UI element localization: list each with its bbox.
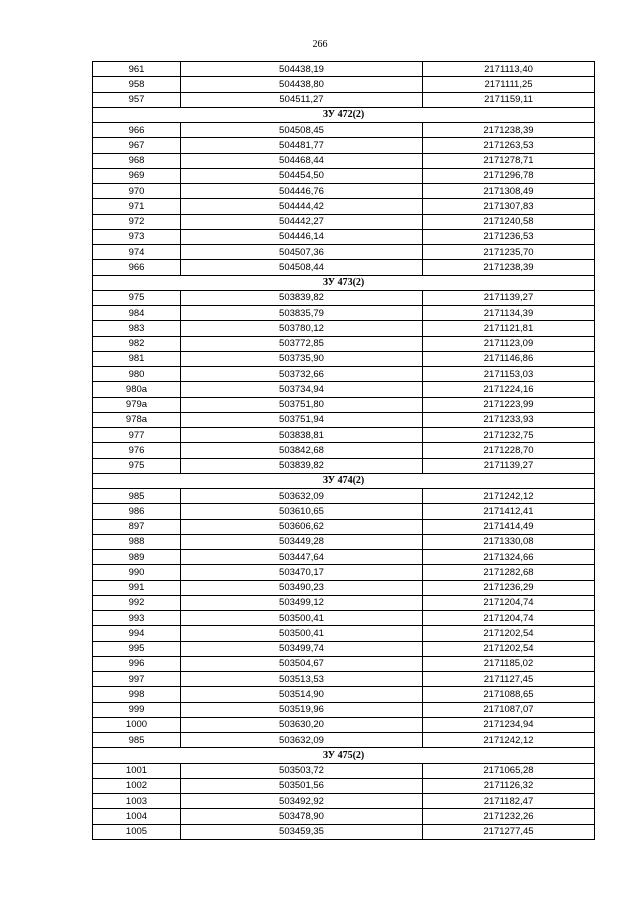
section-title: ЗУ 472(2) bbox=[93, 107, 595, 122]
table-row bbox=[93, 672, 595, 687]
x-coordinate-cell: 504511,27 bbox=[181, 92, 423, 107]
x-coordinate-cell: 503630,20 bbox=[181, 717, 423, 732]
table-row bbox=[93, 794, 595, 809]
table-row bbox=[93, 626, 595, 641]
y-coordinate-cell: 2171412,41 bbox=[423, 504, 595, 519]
table-row bbox=[93, 336, 595, 351]
point-number-cell: 969 bbox=[93, 168, 181, 183]
table-row bbox=[93, 550, 595, 565]
y-coordinate-cell: 2171236,53 bbox=[423, 229, 595, 244]
table-row bbox=[93, 702, 595, 717]
x-coordinate-cell: 503839,82 bbox=[181, 290, 423, 305]
point-number-cell: 1001 bbox=[93, 763, 181, 778]
table-row bbox=[93, 397, 595, 412]
point-number-cell: 1003 bbox=[93, 794, 181, 809]
x-coordinate-cell: 504508,45 bbox=[181, 123, 423, 138]
y-coordinate-cell: 2171224,16 bbox=[423, 382, 595, 397]
x-coordinate-cell: 503459,35 bbox=[181, 824, 423, 839]
y-coordinate-cell: 2171126,32 bbox=[423, 778, 595, 793]
y-coordinate-cell: 2171324,66 bbox=[423, 550, 595, 565]
x-coordinate-cell: 503734,94 bbox=[181, 382, 423, 397]
table-row bbox=[93, 504, 595, 519]
x-coordinate-cell: 503499,74 bbox=[181, 641, 423, 656]
y-coordinate-cell: 2171111,25 bbox=[423, 77, 595, 92]
y-coordinate-cell: 2171065,28 bbox=[423, 763, 595, 778]
section-title: ЗУ 475(2) bbox=[93, 748, 595, 763]
y-coordinate-cell: 2171127,45 bbox=[423, 672, 595, 687]
point-number-cell: 966 bbox=[93, 123, 181, 138]
table-row bbox=[93, 245, 595, 260]
point-number-cell: 991 bbox=[93, 580, 181, 595]
y-coordinate-cell: 2171233,93 bbox=[423, 412, 595, 427]
section-header-row bbox=[93, 107, 595, 122]
point-number-cell: 968 bbox=[93, 153, 181, 168]
table-row bbox=[93, 687, 595, 702]
y-coordinate-cell: 2171088,65 bbox=[423, 687, 595, 702]
y-coordinate-cell: 2171204,74 bbox=[423, 611, 595, 626]
table-row bbox=[93, 519, 595, 534]
point-number-cell: 980а bbox=[93, 382, 181, 397]
x-coordinate-cell: 503500,41 bbox=[181, 626, 423, 641]
x-coordinate-cell: 503449,28 bbox=[181, 534, 423, 549]
x-coordinate-cell: 503735,90 bbox=[181, 351, 423, 366]
x-coordinate-cell: 503632,09 bbox=[181, 489, 423, 504]
point-number-cell: 976 bbox=[93, 443, 181, 458]
y-coordinate-cell: 2171204,74 bbox=[423, 595, 595, 610]
y-coordinate-cell: 2171238,39 bbox=[423, 260, 595, 275]
point-number-cell: 983 bbox=[93, 321, 181, 336]
x-coordinate-cell: 503447,64 bbox=[181, 550, 423, 565]
point-number-cell: 992 bbox=[93, 595, 181, 610]
point-number-cell: 1002 bbox=[93, 778, 181, 793]
y-coordinate-cell: 2171202,54 bbox=[423, 626, 595, 641]
point-number-cell: 973 bbox=[93, 229, 181, 244]
point-number-cell: 997 bbox=[93, 672, 181, 687]
y-coordinate-cell: 2171263,53 bbox=[423, 138, 595, 153]
y-coordinate-cell: 2171238,39 bbox=[423, 123, 595, 138]
y-coordinate-cell: 2171296,78 bbox=[423, 168, 595, 183]
y-coordinate-cell: 2171139,27 bbox=[423, 458, 595, 473]
y-coordinate-cell: 2171113,40 bbox=[423, 62, 595, 77]
y-coordinate-cell: 2171232,26 bbox=[423, 809, 595, 824]
y-coordinate-cell: 2171242,12 bbox=[423, 489, 595, 504]
x-coordinate-cell: 503478,90 bbox=[181, 809, 423, 824]
y-coordinate-cell: 2171277,45 bbox=[423, 824, 595, 839]
table-row bbox=[93, 367, 595, 382]
point-number-cell: 995 bbox=[93, 641, 181, 656]
table-row bbox=[93, 92, 595, 107]
point-number-cell: 957 bbox=[93, 92, 181, 107]
table-row bbox=[93, 306, 595, 321]
x-coordinate-cell: 503835,79 bbox=[181, 306, 423, 321]
point-number-cell: 982 bbox=[93, 336, 181, 351]
x-coordinate-cell: 503838,81 bbox=[181, 428, 423, 443]
x-coordinate-cell: 504507,36 bbox=[181, 245, 423, 260]
y-coordinate-cell: 2171234,94 bbox=[423, 717, 595, 732]
coordinates-table-body bbox=[93, 62, 595, 840]
table-row bbox=[93, 809, 595, 824]
x-coordinate-cell: 503504,67 bbox=[181, 656, 423, 671]
table-row bbox=[93, 138, 595, 153]
x-coordinate-cell: 504442,27 bbox=[181, 214, 423, 229]
point-number-cell: 980 bbox=[93, 367, 181, 382]
table-row bbox=[93, 733, 595, 748]
x-coordinate-cell: 503490,23 bbox=[181, 580, 423, 595]
y-coordinate-cell: 2171134,39 bbox=[423, 306, 595, 321]
table-row bbox=[93, 351, 595, 366]
table-row bbox=[93, 565, 595, 580]
table-row bbox=[93, 229, 595, 244]
table-row bbox=[93, 382, 595, 397]
table-row bbox=[93, 199, 595, 214]
point-number-cell: 970 bbox=[93, 184, 181, 199]
y-coordinate-cell: 2171087,07 bbox=[423, 702, 595, 717]
y-coordinate-cell: 2171228,70 bbox=[423, 443, 595, 458]
point-number-cell: 1004 bbox=[93, 809, 181, 824]
y-coordinate-cell: 2171236,29 bbox=[423, 580, 595, 595]
y-coordinate-cell: 2171330,08 bbox=[423, 534, 595, 549]
point-number-cell: 978а bbox=[93, 412, 181, 427]
point-number-cell: 993 bbox=[93, 611, 181, 626]
y-coordinate-cell: 2171308,49 bbox=[423, 184, 595, 199]
table-row bbox=[93, 717, 595, 732]
y-coordinate-cell: 2171185,02 bbox=[423, 656, 595, 671]
y-coordinate-cell: 2171123,09 bbox=[423, 336, 595, 351]
point-number-cell: 971 bbox=[93, 199, 181, 214]
point-number-cell: 1000 bbox=[93, 717, 181, 732]
point-number-cell: 988 bbox=[93, 534, 181, 549]
x-coordinate-cell: 503780,12 bbox=[181, 321, 423, 336]
table-row bbox=[93, 412, 595, 427]
point-number-cell: 989 bbox=[93, 550, 181, 565]
point-number-cell: 972 bbox=[93, 214, 181, 229]
page-number: 266 bbox=[312, 39, 328, 50]
y-coordinate-cell: 2171182,47 bbox=[423, 794, 595, 809]
x-coordinate-cell: 503632,09 bbox=[181, 733, 423, 748]
point-number-cell: 985 bbox=[93, 489, 181, 504]
x-coordinate-cell: 504468,44 bbox=[181, 153, 423, 168]
x-coordinate-cell: 503751,94 bbox=[181, 412, 423, 427]
y-coordinate-cell: 2171414,49 bbox=[423, 519, 595, 534]
x-coordinate-cell: 504454,50 bbox=[181, 168, 423, 183]
point-number-cell: 961 bbox=[93, 62, 181, 77]
table-row bbox=[93, 321, 595, 336]
x-coordinate-cell: 504446,76 bbox=[181, 184, 423, 199]
table-row bbox=[93, 443, 595, 458]
point-number-cell: 981 bbox=[93, 351, 181, 366]
table-row bbox=[93, 428, 595, 443]
point-number-cell: 999 bbox=[93, 702, 181, 717]
table-row bbox=[93, 153, 595, 168]
x-coordinate-cell: 504446,14 bbox=[181, 229, 423, 244]
point-number-cell: 979а bbox=[93, 397, 181, 412]
x-coordinate-cell: 503513,53 bbox=[181, 672, 423, 687]
table-row bbox=[93, 123, 595, 138]
point-number-cell: 975 bbox=[93, 458, 181, 473]
section-header-row bbox=[93, 473, 595, 488]
x-coordinate-cell: 503470,17 bbox=[181, 565, 423, 580]
y-coordinate-cell: 2171278,71 bbox=[423, 153, 595, 168]
y-coordinate-cell: 2171159,11 bbox=[423, 92, 595, 107]
table-row bbox=[93, 611, 595, 626]
y-coordinate-cell: 2171282,68 bbox=[423, 565, 595, 580]
x-coordinate-cell: 503519,96 bbox=[181, 702, 423, 717]
y-coordinate-cell: 2171202,54 bbox=[423, 641, 595, 656]
point-number-cell: 984 bbox=[93, 306, 181, 321]
x-coordinate-cell: 503606,62 bbox=[181, 519, 423, 534]
x-coordinate-cell: 503842,68 bbox=[181, 443, 423, 458]
y-coordinate-cell: 2171223,99 bbox=[423, 397, 595, 412]
point-number-cell: 985 bbox=[93, 733, 181, 748]
table-row bbox=[93, 580, 595, 595]
x-coordinate-cell: 504481,77 bbox=[181, 138, 423, 153]
point-number-cell: 994 bbox=[93, 626, 181, 641]
table-row bbox=[93, 77, 595, 92]
point-number-cell: 897 bbox=[93, 519, 181, 534]
point-number-cell: 975 bbox=[93, 290, 181, 305]
y-coordinate-cell: 2171235,70 bbox=[423, 245, 595, 260]
table-row bbox=[93, 184, 595, 199]
point-number-cell: 986 bbox=[93, 504, 181, 519]
x-coordinate-cell: 503500,41 bbox=[181, 611, 423, 626]
x-coordinate-cell: 504444,42 bbox=[181, 199, 423, 214]
x-coordinate-cell: 503772,85 bbox=[181, 336, 423, 351]
table-row bbox=[93, 824, 595, 839]
x-coordinate-cell: 504438,19 bbox=[181, 62, 423, 77]
x-coordinate-cell: 504508,44 bbox=[181, 260, 423, 275]
x-coordinate-cell: 503501,56 bbox=[181, 778, 423, 793]
point-number-cell: 1005 bbox=[93, 824, 181, 839]
y-coordinate-cell: 2171153,03 bbox=[423, 367, 595, 382]
table-row bbox=[93, 62, 595, 77]
x-coordinate-cell: 504438,80 bbox=[181, 77, 423, 92]
y-coordinate-cell: 2171146,86 bbox=[423, 351, 595, 366]
y-coordinate-cell: 2171307,83 bbox=[423, 199, 595, 214]
table-row bbox=[93, 534, 595, 549]
point-number-cell: 977 bbox=[93, 428, 181, 443]
x-coordinate-cell: 503839,82 bbox=[181, 458, 423, 473]
table-row bbox=[93, 778, 595, 793]
y-coordinate-cell: 2171242,12 bbox=[423, 733, 595, 748]
point-number-cell: 990 bbox=[93, 565, 181, 580]
x-coordinate-cell: 503751,80 bbox=[181, 397, 423, 412]
table-row bbox=[93, 763, 595, 778]
section-header-row bbox=[93, 275, 595, 290]
section-header-row bbox=[93, 748, 595, 763]
point-number-cell: 966 bbox=[93, 260, 181, 275]
point-number-cell: 998 bbox=[93, 687, 181, 702]
y-coordinate-cell: 2171232,75 bbox=[423, 428, 595, 443]
table-row bbox=[93, 458, 595, 473]
point-number-cell: 967 bbox=[93, 138, 181, 153]
table-row bbox=[93, 168, 595, 183]
section-title: ЗУ 473(2) bbox=[93, 275, 595, 290]
coordinates-table bbox=[92, 61, 595, 840]
table-row bbox=[93, 595, 595, 610]
y-coordinate-cell: 2171139,27 bbox=[423, 290, 595, 305]
x-coordinate-cell: 503610,65 bbox=[181, 504, 423, 519]
x-coordinate-cell: 503732,66 bbox=[181, 367, 423, 382]
table-row bbox=[93, 656, 595, 671]
x-coordinate-cell: 503492,92 bbox=[181, 794, 423, 809]
table-row bbox=[93, 260, 595, 275]
point-number-cell: 974 bbox=[93, 245, 181, 260]
table-row bbox=[93, 214, 595, 229]
point-number-cell: 958 bbox=[93, 77, 181, 92]
point-number-cell: 996 bbox=[93, 656, 181, 671]
x-coordinate-cell: 503503,72 bbox=[181, 763, 423, 778]
y-coordinate-cell: 2171240,58 bbox=[423, 214, 595, 229]
x-coordinate-cell: 503499,12 bbox=[181, 595, 423, 610]
y-coordinate-cell: 2171121,81 bbox=[423, 321, 595, 336]
section-title: ЗУ 474(2) bbox=[93, 473, 595, 488]
table-row bbox=[93, 290, 595, 305]
x-coordinate-cell: 503514,90 bbox=[181, 687, 423, 702]
table-row bbox=[93, 641, 595, 656]
table-row bbox=[93, 489, 595, 504]
